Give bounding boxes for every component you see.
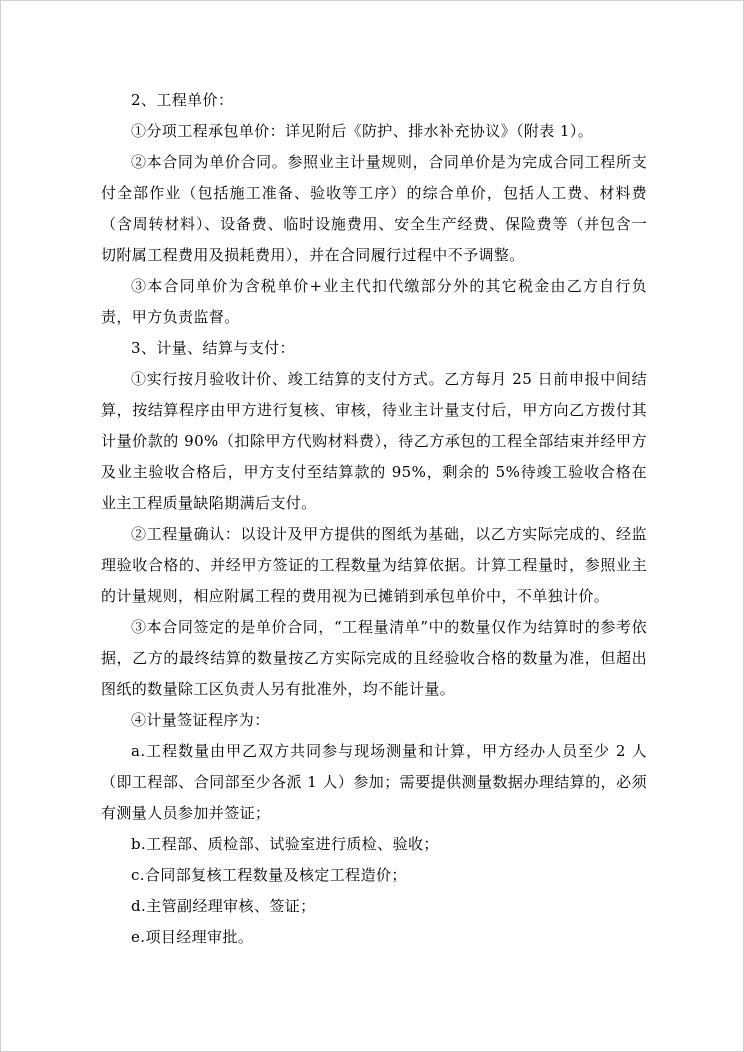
document-content bbox=[101, 85, 647, 953]
paragraph: ②工程量确认：以设计及甲方提供的图纸为基础，以乙方实际完成的、经监理验收合格的、并经甲方签证的工程数量为结算依据。计算工程量时，参照业主的计量规则，相应附属工程的费用视为已摊销到承包单价中，不单独计价。 bbox=[101, 525, 647, 605]
list-item: e.项目经理审批。 bbox=[131, 928, 254, 946]
paragraph: ④计量签证程序为： bbox=[131, 711, 270, 729]
paragraph: ①分项工程承包单价：详见附后《防护、排水补充协议》（附表 1）。 bbox=[131, 122, 594, 140]
list-item: b.工程部、质检部、试验室进行质检、验收； bbox=[131, 835, 439, 853]
section-heading: 2、工程单价： bbox=[131, 91, 234, 109]
paragraph: ③本合同签定的是单价合同，“工程量清单”中的数量仅作为结算时的参考依据，乙方的最终结算的数量按乙方实际完成的且经验收合格的数量为准，但超出图纸的数量除工区负责人另有批准外，均不能计量。 bbox=[101, 618, 647, 698]
list-item: c.合同部复核工程数量及核定工程造价； bbox=[131, 866, 407, 884]
paragraph: ①实行按月验收计价、竣工结算的支付方式。乙方每月 25 日前申报中间结算，按结算程序由甲方进行复核、审核，待业主计量支付后，甲方向乙方拨付其计量价款的 90%（扣除甲方代购材料费），待乙方承包的工程全部结束并经甲方及业主验收合格后，甲方支付至结算款的 95%，剩余的 5%待竣工验收合格在业主工程质量缺陷期满后支付。 bbox=[101, 370, 647, 512]
list-item: a.工程数量由甲乙双方共同参与现场测量和计算，甲方经办人员至少 2 人（即工程部、合同部至少各派 1 人）参加；需要提供测量数据办理结算的，必须有测量人员参加并签证； bbox=[101, 742, 647, 822]
paragraph: ②本合同为单价合同。参照业主计量规则，合同单价是为完成合同工程所支付全部作业（包括施工准备、验收等工序）的综合单价，包括人工费、材料费（含周转材料）、设备费、临时设施费用、安全生产经费、保险费等（并包含一切附属工程费用及损耗费用），并在合同履行过程中不予调整。 bbox=[101, 153, 647, 264]
paragraph: ③本合同单价为含税单价+业主代扣代缴部分外的其它税金由乙方自行负责，甲方负责监督。 bbox=[101, 277, 647, 326]
section-heading: 3、计量、结算与支付： bbox=[131, 339, 295, 357]
list-item: d.主管副经理审核、签证； bbox=[131, 897, 316, 915]
